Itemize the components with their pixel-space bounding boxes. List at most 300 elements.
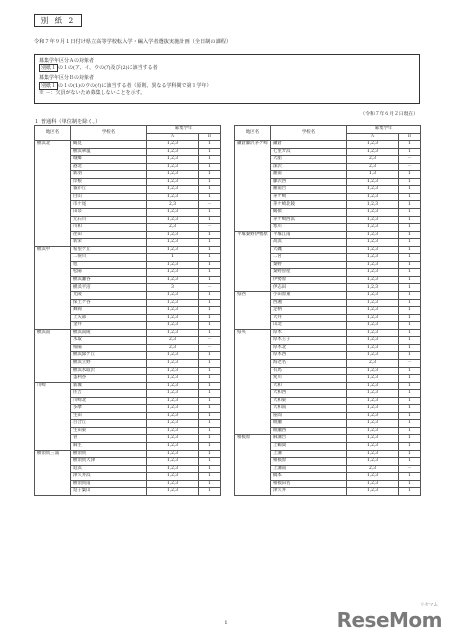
school-cell: 横浜瀬谷 bbox=[71, 276, 147, 284]
grade-a-cell: 1,2,3 bbox=[347, 231, 399, 239]
grade-a-cell: 1,2,3 bbox=[147, 329, 199, 337]
school-cell: 有馬 bbox=[271, 367, 347, 375]
table-row bbox=[35, 382, 221, 390]
school-cell: 鎌倉 bbox=[271, 141, 347, 149]
grade-a-cell: 2,3 bbox=[147, 224, 199, 232]
grade-a-cell: 1,2,3 bbox=[347, 390, 399, 398]
school-cell: 逗子葉山 bbox=[71, 488, 147, 496]
grade-a-cell: 1,2,3 bbox=[147, 375, 199, 383]
school-cell: 霧が丘 bbox=[71, 186, 147, 194]
criteria-a-description bbox=[39, 65, 415, 72]
school-cell: 厚木西 bbox=[271, 352, 347, 360]
criteria-b-heading: 募集学年区分Ｂの対象者 bbox=[39, 75, 95, 82]
right-schools-table bbox=[234, 125, 421, 496]
grade-a-cell: 1,2,3 bbox=[347, 307, 399, 315]
school-cell: 上溝 bbox=[271, 450, 347, 458]
grade-b-cell: 1 bbox=[199, 178, 221, 186]
grade-a-cell: 1,2,3 bbox=[147, 390, 199, 398]
grade-a-cell: 1,2,3 bbox=[347, 412, 399, 420]
grade-b-cell: 1 bbox=[399, 480, 421, 488]
school-cell: 湘南 bbox=[271, 171, 347, 179]
grade-b-cell: 1 bbox=[199, 186, 221, 194]
district-cell: 県央 bbox=[235, 329, 271, 435]
grade-a-cell: 1,2,3 bbox=[147, 216, 199, 224]
school-cell: 座間 bbox=[271, 412, 347, 420]
grade-a-cell: 1,2,3 bbox=[147, 171, 199, 179]
grade-a-cell: 1,2,3 bbox=[147, 412, 199, 420]
school-cell: 追浜 bbox=[71, 465, 147, 473]
grade-b-cell: 1 bbox=[399, 209, 421, 217]
grade-b-cell: 1 bbox=[199, 359, 221, 367]
grade-a-cell: 2,3 bbox=[347, 359, 399, 367]
grade-b-cell: 1 bbox=[399, 427, 421, 435]
school-cell: 希望ケ丘 bbox=[71, 246, 147, 254]
grade-a-cell: 1,2,3 bbox=[147, 359, 199, 367]
grade-b-cell: 1 bbox=[399, 299, 421, 307]
grade-b-cell: 1 bbox=[199, 216, 221, 224]
school-cell: 松陽 bbox=[71, 269, 147, 277]
district-cell: 横浜北 bbox=[35, 141, 71, 247]
grade-a-cell: 1,2,3 bbox=[347, 420, 399, 428]
school-cell: 多摩 bbox=[71, 405, 147, 413]
table-row bbox=[35, 329, 221, 337]
table-row bbox=[235, 141, 421, 149]
grade-b-cell: 1 bbox=[399, 397, 421, 405]
school-cell: 保土ケ谷 bbox=[71, 299, 147, 307]
grade-a-cell: 1,2,3 bbox=[347, 397, 399, 405]
grade-a-cell: 1,2,3 bbox=[347, 254, 399, 262]
school-cell: 湘南台 bbox=[271, 186, 347, 194]
grade-a-cell: 1,2,3 bbox=[147, 435, 199, 443]
grade-b-cell: 1 bbox=[399, 420, 421, 428]
grade-b-cell: 1 bbox=[399, 322, 421, 330]
grade-b-cell: 1 bbox=[199, 465, 221, 473]
grade-b-cell: － bbox=[399, 359, 421, 367]
grade-a-cell: 1,2,3 bbox=[147, 148, 199, 156]
district-cell: 横須賀三浦 bbox=[35, 450, 71, 495]
district-cell: 川崎 bbox=[35, 382, 71, 450]
school-cell: 大和南 bbox=[271, 405, 347, 413]
school-cell: 上鶴間 bbox=[271, 442, 347, 450]
table-row bbox=[35, 450, 221, 458]
school-cell: 横須賀南 bbox=[71, 480, 147, 488]
table-row bbox=[35, 141, 221, 149]
section-heading: １ 普通科（単位制を除く。） bbox=[34, 119, 101, 125]
grade-a-cell: 1,2,3 bbox=[347, 442, 399, 450]
grade-a-cell: 1,2,3 bbox=[347, 292, 399, 300]
grade-b-cell: 1 bbox=[199, 442, 221, 450]
grade-b-cell: 1 bbox=[199, 488, 221, 496]
district-cell: 横浜中 bbox=[35, 246, 71, 329]
grade-b-cell: 1 bbox=[199, 420, 221, 428]
grade-a-cell: 1,2,3 bbox=[147, 292, 199, 300]
school-cell: 横須賀 bbox=[71, 450, 147, 458]
grade-b-cell: 1 bbox=[399, 450, 421, 458]
grade-b-cell: 1 bbox=[399, 246, 421, 254]
school-cell: 足柄 bbox=[271, 307, 347, 315]
grade-b-cell: － bbox=[199, 201, 221, 209]
grade-a-cell: 1,2,3 bbox=[147, 163, 199, 171]
school-cell: 横浜緑ケ丘 bbox=[71, 352, 147, 360]
school-cell: 市ケ尾 bbox=[71, 201, 147, 209]
grade-a-cell: 1,2,3 bbox=[147, 473, 199, 481]
school-cell: 相模田名 bbox=[271, 480, 347, 488]
school-cell: 生田東 bbox=[71, 427, 147, 435]
school-cell: 金井 bbox=[71, 322, 147, 330]
grade-a-cell: 1,2,3 bbox=[347, 209, 399, 217]
grade-b-cell: 1 bbox=[199, 375, 221, 383]
grade-a-cell: 1,2,3 bbox=[147, 382, 199, 390]
school-cell: 海老名 bbox=[271, 359, 347, 367]
school-cell: 大和東 bbox=[271, 397, 347, 405]
grade-a-cell: 1,2,3 bbox=[347, 435, 399, 443]
left-schools-table bbox=[34, 125, 221, 496]
grade-a-cell: 1,2,3 bbox=[347, 141, 399, 149]
school-cell: 大磯 bbox=[271, 246, 347, 254]
school-cell: 生田 bbox=[71, 412, 147, 420]
school-cell: 津久井浜 bbox=[71, 473, 147, 481]
school-cell: 二宮 bbox=[271, 254, 347, 262]
school-cell: 厚木 bbox=[271, 329, 347, 337]
grade-b-cell: 1 bbox=[199, 307, 221, 315]
grade-a-cell: 1,2,3 bbox=[147, 231, 199, 239]
school-cell: 大船 bbox=[271, 156, 347, 164]
grade-b-cell: 1 bbox=[399, 254, 421, 262]
school-cell: 山北 bbox=[271, 322, 347, 330]
school-cell: 茅ケ崎北陵 bbox=[271, 201, 347, 209]
grade-b-cell: 1 bbox=[199, 458, 221, 466]
grade-a-cell: 1,2,3 bbox=[347, 375, 399, 383]
grade-b-cell: 1 bbox=[399, 239, 421, 247]
grade-b-cell: 1 bbox=[399, 269, 421, 277]
school-cell: 元石川 bbox=[71, 216, 147, 224]
school-cell: 寒川 bbox=[271, 224, 347, 232]
school-cell: 綾瀬西 bbox=[271, 427, 347, 435]
grade-b-cell: 1 bbox=[399, 186, 421, 194]
grade-a-cell: 1,2,3 bbox=[147, 178, 199, 186]
grade-a-cell: 1,2,3 bbox=[347, 352, 399, 360]
criteria-a-reference-tag: 別紙１ bbox=[41, 65, 57, 72]
grade-b-cell: 1 bbox=[399, 458, 421, 466]
grade-a-cell: 1,2,3 bbox=[147, 352, 199, 360]
grade-a-cell: 1,2,3 bbox=[347, 337, 399, 345]
grade-b-header: Ｂ bbox=[399, 133, 421, 141]
grade-b-cell: 1 bbox=[199, 193, 221, 201]
grade-b-cell: 1 bbox=[399, 276, 421, 284]
criteria-b-reference-tag: 別紙１ bbox=[41, 82, 57, 89]
grade-a-cell: 1,2,3 bbox=[147, 322, 199, 330]
grade-a-cell: 1,2,3 bbox=[147, 299, 199, 307]
grade-b-cell: 1 bbox=[399, 148, 421, 156]
grade-a-cell: 1,2,3 bbox=[347, 458, 399, 466]
school-cell: 光陵 bbox=[71, 292, 147, 300]
grade-a-cell: 1,2,3 bbox=[147, 480, 199, 488]
grade-b-cell: 1 bbox=[199, 412, 221, 420]
grade-a-cell: 1,2,3 bbox=[347, 261, 399, 269]
school-cell: 百合丘 bbox=[71, 420, 147, 428]
grade-a-cell: 1,2,3 bbox=[147, 276, 199, 284]
page-number: 1 bbox=[224, 620, 228, 626]
grade-b-cell: 1 bbox=[399, 284, 421, 292]
grade-b-cell: 1 bbox=[199, 473, 221, 481]
grade-a-cell: 2,3 bbox=[147, 337, 199, 345]
grade-b-cell: 1 bbox=[399, 337, 421, 345]
school-cell: 川崎北 bbox=[71, 397, 147, 405]
grade-a-cell: 1,2,3 bbox=[347, 284, 399, 292]
grade-b-cell: 1 bbox=[199, 163, 221, 171]
grade-b-cell: 1 bbox=[399, 171, 421, 179]
grade-b-cell: 1 bbox=[399, 216, 421, 224]
criteria-b-text: の１の(1)のウの(ｲ)に該当する者（原則、異なる学科間で第１学年） bbox=[58, 82, 212, 89]
grade-b-cell: － bbox=[399, 156, 421, 164]
school-cell: 秦野曽屋 bbox=[271, 269, 347, 277]
school-cell: 大和西 bbox=[271, 390, 347, 398]
grade-b-cell: 1 bbox=[399, 412, 421, 420]
grade-b-cell: － bbox=[399, 465, 421, 473]
school-cell: 藤沢西 bbox=[271, 178, 347, 186]
district-header: 地区名 bbox=[35, 126, 71, 141]
grade-a-cell: 1,2,3 bbox=[347, 299, 399, 307]
school-cell: 二俣川 bbox=[71, 254, 147, 262]
grade-a-cell: 2,3 bbox=[347, 465, 399, 473]
table-row bbox=[235, 231, 421, 239]
school-cell: 港北 bbox=[71, 163, 147, 171]
grade-b-cell: 1 bbox=[399, 231, 421, 239]
logo-wordmark: ReseMom bbox=[336, 608, 442, 632]
grade-a-cell: 1,2,3 bbox=[347, 450, 399, 458]
school-cell: 横浜平沼 bbox=[71, 284, 147, 292]
logo-ruby-text: リセマム bbox=[420, 603, 438, 608]
school-cell: 茅ケ崎西浜 bbox=[271, 216, 347, 224]
school-cell: 秦野 bbox=[271, 261, 347, 269]
grade-a-cell: 2,3 bbox=[347, 163, 399, 171]
grade-b-cell: 1 bbox=[199, 261, 221, 269]
school-cell: 荏田 bbox=[71, 231, 147, 239]
grade-b-cell: 1 bbox=[399, 307, 421, 315]
school-cell: 横浜氷取沢 bbox=[71, 367, 147, 375]
grade-a-cell: 1,2,3 bbox=[147, 397, 199, 405]
grade-a-cell: 1,2,3 bbox=[347, 239, 399, 247]
grade-b-cell: 1 bbox=[199, 276, 221, 284]
district-header: 地区名 bbox=[235, 126, 271, 141]
school-cell: 新栄 bbox=[71, 239, 147, 247]
school-cell: 城郷 bbox=[71, 156, 147, 164]
grade-b-cell: 1 bbox=[199, 367, 221, 375]
grade-a-cell: 1,2,3 bbox=[147, 314, 199, 322]
right-table-body bbox=[235, 141, 421, 496]
grade-b-header: Ｂ bbox=[199, 133, 221, 141]
school-cell: 伊志田 bbox=[271, 284, 347, 292]
school-cell: 相模原 bbox=[271, 458, 347, 466]
grade-a-cell: 1,2,3 bbox=[347, 488, 399, 496]
grade-a-cell: 1,2,3 bbox=[347, 193, 399, 201]
grade-a-cell: 1,2,3 bbox=[347, 246, 399, 254]
district-cell: 平塚秦野伊勢原 bbox=[235, 231, 271, 291]
criteria-a-heading: 募集学年区分Ａの対象者 bbox=[39, 58, 95, 64]
grade-a-cell: 1,2,3 bbox=[147, 458, 199, 466]
grade-a-cell: 1,2,3 bbox=[347, 276, 399, 284]
school-cell: 七里ガ浜 bbox=[271, 148, 347, 156]
grade-a-cell: 1,2,3 bbox=[147, 442, 199, 450]
grade-b-cell: 1 bbox=[399, 201, 421, 209]
school-cell: 菅 bbox=[71, 435, 147, 443]
school-cell: 茅ケ崎 bbox=[271, 193, 347, 201]
grade-b-cell: 1 bbox=[199, 299, 221, 307]
grade-a-cell: 2,3 bbox=[147, 344, 199, 352]
grade-a-cell: 1,2,3 bbox=[147, 420, 199, 428]
school-cell: 愛川 bbox=[271, 375, 347, 383]
grade-a-header: Ａ bbox=[147, 133, 199, 141]
school-cell: 高浜 bbox=[271, 239, 347, 247]
grade-a-cell: 1,2,3 bbox=[147, 186, 199, 194]
grade-a-cell: 1,2,3 bbox=[147, 246, 199, 254]
school-cell: 上溝南 bbox=[271, 465, 347, 473]
grade-b-cell: 1 bbox=[199, 382, 221, 390]
school-cell: 小田原東 bbox=[271, 292, 347, 300]
school-cell: 厚木北 bbox=[271, 344, 347, 352]
district-cell: 横浜南 bbox=[35, 329, 71, 382]
grade-a-cell: 1,2,3 bbox=[147, 465, 199, 473]
grade-b-cell: 1 bbox=[399, 405, 421, 413]
grade-b-cell: 1 bbox=[399, 314, 421, 322]
school-cell: 岸根 bbox=[71, 178, 147, 186]
grade-b-cell: 1 bbox=[399, 261, 421, 269]
as-of-date: （令和７年６月２日現在） bbox=[360, 112, 418, 117]
grade-a-cell: 2,3 bbox=[147, 201, 199, 209]
grade-a-cell: 1,2,3 bbox=[147, 261, 199, 269]
grade-b-cell: 1 bbox=[199, 239, 221, 247]
grade-a-cell: 1,2,3 bbox=[147, 209, 199, 217]
school-cell: 新城 bbox=[71, 382, 147, 390]
school-cell: 西湘 bbox=[271, 299, 347, 307]
school-cell: 津久井 bbox=[271, 488, 347, 496]
grade-a-cell: 1,2,3 bbox=[347, 224, 399, 232]
grade-a-cell: 1,2,3 bbox=[347, 382, 399, 390]
grade-a-cell: 1,2,3 bbox=[347, 314, 399, 322]
school-cell: 橋本 bbox=[271, 473, 347, 481]
criteria-a-text: の１の(ア、イ、ウの(ｱ)及び(2)に該当する者 bbox=[58, 65, 158, 72]
grade-b-cell: 1 bbox=[399, 141, 421, 149]
grade-b-cell: 1 bbox=[199, 480, 221, 488]
school-cell: 伊勢原 bbox=[271, 276, 347, 284]
table-row bbox=[35, 246, 221, 254]
grade-b-cell: 1 bbox=[399, 224, 421, 232]
grade-b-cell: 1 bbox=[199, 171, 221, 179]
grade-a-cell: 1,2,3 bbox=[147, 141, 199, 149]
school-cell: 氷取 bbox=[71, 337, 147, 345]
grade-b-cell: 1 bbox=[399, 292, 421, 300]
grade-a-cell: 1,3 bbox=[347, 171, 399, 179]
district-cell: 相模原 bbox=[235, 435, 271, 495]
district-cell: 鎌倉藤沢茅ケ崎 bbox=[235, 141, 271, 232]
school-cell: 白山 bbox=[71, 193, 147, 201]
school-cell: 横浜南陵 bbox=[71, 329, 147, 337]
grade-b-cell: 1 bbox=[199, 329, 221, 337]
table-row bbox=[235, 292, 421, 300]
grade-a-cell: 1,2,3 bbox=[347, 405, 399, 413]
grade-b-cell: 1 bbox=[199, 254, 221, 262]
school-cell: 大井 bbox=[271, 314, 347, 322]
grade-b-cell: 1 bbox=[199, 352, 221, 360]
grade-header: 募集学年 bbox=[347, 126, 421, 134]
grade-a-cell: 1,2,3 bbox=[347, 367, 399, 375]
school-cell: 横浜翠嵐 bbox=[71, 148, 147, 156]
school-cell: 横浜立野 bbox=[71, 359, 147, 367]
school-cell: 新羽 bbox=[71, 171, 147, 179]
grade-b-cell: 1 bbox=[199, 405, 221, 413]
grade-a-cell: 2,3 bbox=[347, 156, 399, 164]
grade-a-cell: 1,2,3 bbox=[347, 216, 399, 224]
school-cell: 麻溝台 bbox=[271, 435, 347, 443]
grade-b-cell: 1 bbox=[199, 246, 221, 254]
grade-b-cell: 1 bbox=[199, 427, 221, 435]
table-row bbox=[235, 329, 421, 337]
grade-a-cell: 1,2,3 bbox=[347, 322, 399, 330]
grade-b-cell: 1 bbox=[399, 473, 421, 481]
grade-b-cell: 1 bbox=[399, 382, 421, 390]
grade-b-cell: 1 bbox=[199, 148, 221, 156]
grade-a-header: Ａ bbox=[347, 133, 399, 141]
grade-b-cell: 1 bbox=[199, 209, 221, 217]
grade-a-cell: 3 bbox=[147, 284, 199, 292]
left-table-body bbox=[35, 141, 221, 496]
grade-b-cell: 1 bbox=[399, 329, 421, 337]
school-cell: 横須賀大津 bbox=[71, 458, 147, 466]
table-row bbox=[235, 435, 421, 443]
grade-a-cell: 1,2,3 bbox=[347, 427, 399, 435]
grade-a-cell: 1,2,3 bbox=[147, 269, 199, 277]
grade-b-cell: － bbox=[199, 284, 221, 292]
grade-b-cell: 1 bbox=[199, 269, 221, 277]
school-cell: 深沢 bbox=[271, 163, 347, 171]
grade-a-cell: 1,2,3 bbox=[347, 178, 399, 186]
grade-b-cell: 1 bbox=[399, 442, 421, 450]
school-cell: 田奈 bbox=[71, 209, 147, 217]
grade-a-cell: 1,2,3 bbox=[147, 239, 199, 247]
school-cell: 上矢部 bbox=[71, 314, 147, 322]
grade-b-cell: 1 bbox=[199, 141, 221, 149]
grade-b-cell: 1 bbox=[199, 397, 221, 405]
grade-b-cell: 1 bbox=[399, 390, 421, 398]
grade-b-cell: 1 bbox=[199, 390, 221, 398]
criteria-note: ※ －：欠員がないため募集しないことを示す。 bbox=[39, 89, 146, 96]
school-cell: 麻生 bbox=[71, 442, 147, 450]
grade-a-cell: 1,2,3 bbox=[347, 480, 399, 488]
grade-b-cell: 1 bbox=[399, 375, 421, 383]
grade-b-cell: 1 bbox=[199, 156, 221, 164]
grade-a-cell: 1 bbox=[147, 254, 199, 262]
school-cell: 旭 bbox=[71, 261, 147, 269]
grade-a-cell: 1,2,3 bbox=[347, 148, 399, 156]
grade-b-cell: 1 bbox=[399, 344, 421, 352]
grade-b-cell: 1 bbox=[199, 314, 221, 322]
school-cell: 厚木王子 bbox=[271, 337, 347, 345]
resemom-logo bbox=[336, 603, 442, 632]
grade-a-cell: 1,2,3 bbox=[147, 488, 199, 496]
grade-b-cell: － bbox=[199, 224, 221, 232]
criteria-box bbox=[34, 54, 420, 104]
grade-a-cell: 1,2,3 bbox=[147, 427, 199, 435]
school-cell: 綾瀬 bbox=[271, 420, 347, 428]
grade-b-cell: － bbox=[199, 337, 221, 345]
school-cell: 住吉 bbox=[71, 390, 147, 398]
school-cell: 舞岡 bbox=[71, 307, 147, 315]
grade-a-cell: 1,2,3 bbox=[147, 405, 199, 413]
school-header: 学校名 bbox=[71, 126, 147, 141]
grade-b-cell: 1 bbox=[199, 231, 221, 239]
grade-a-cell: 1,2,3 bbox=[347, 269, 399, 277]
grade-b-cell: 1 bbox=[199, 292, 221, 300]
